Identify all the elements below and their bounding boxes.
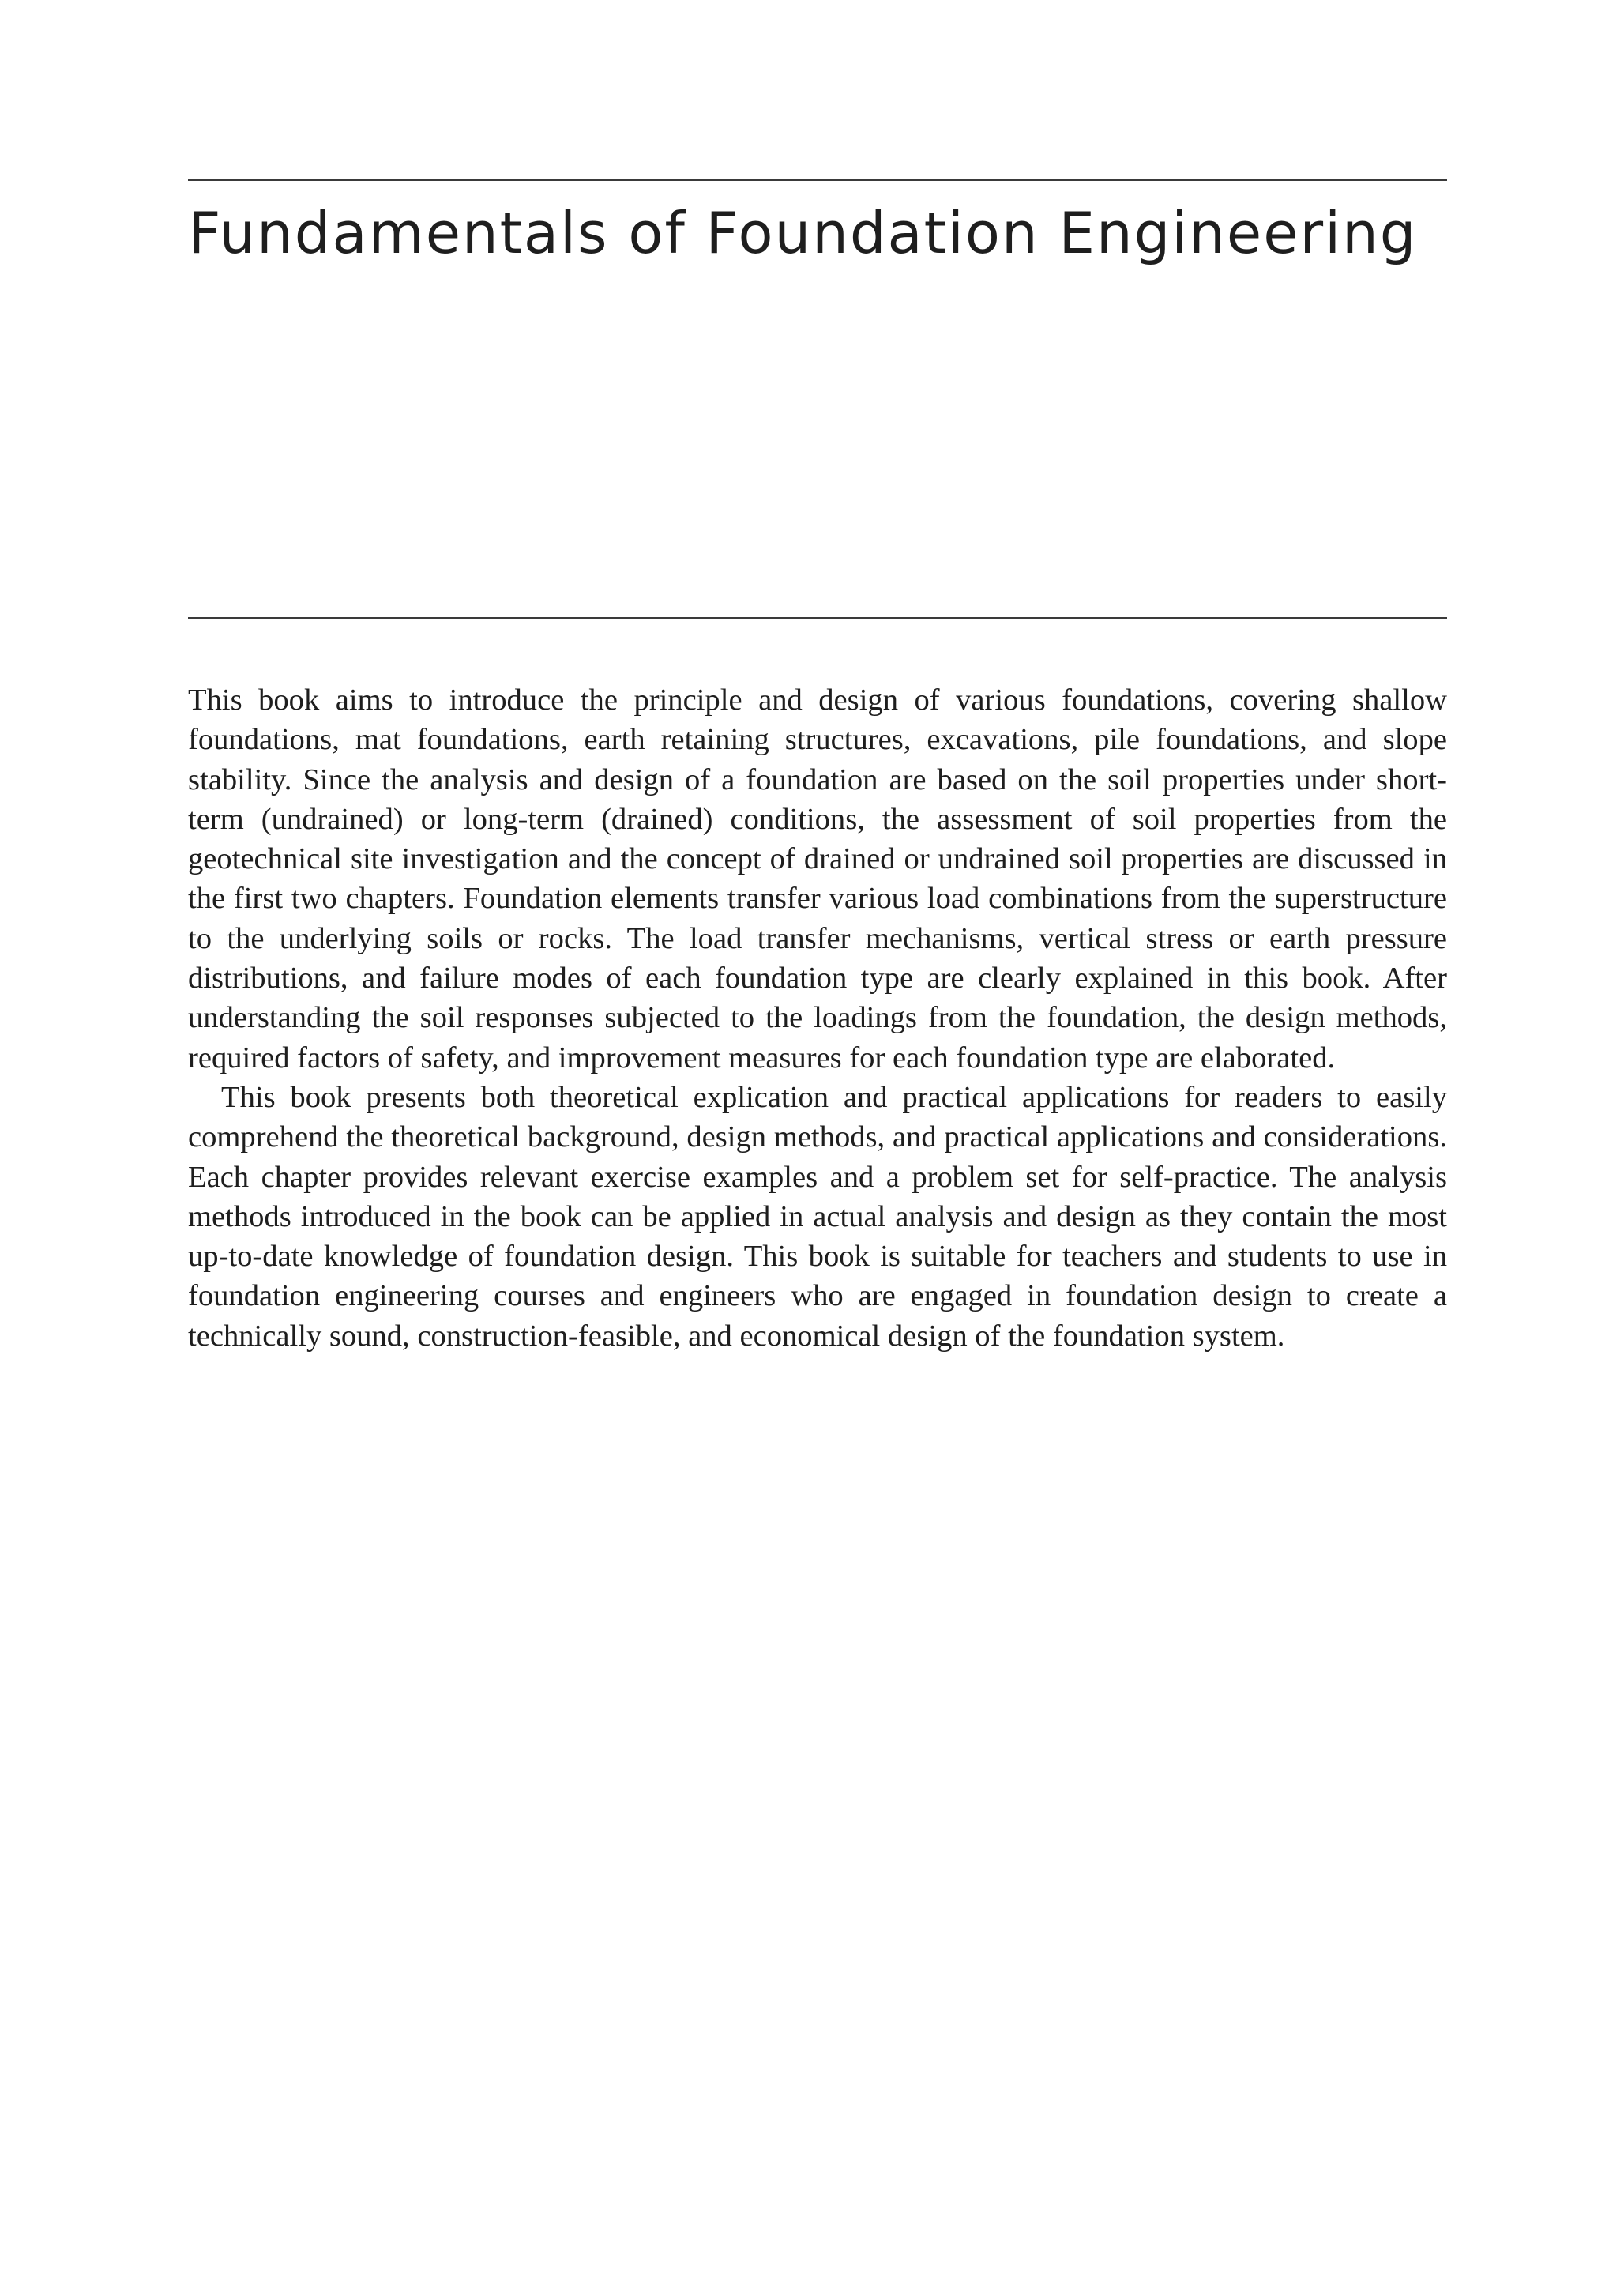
top-rule-divider [188, 179, 1447, 181]
bottom-rule-divider [188, 617, 1447, 619]
book-title: Fundamentals of Foundation Engineering [188, 200, 1418, 266]
description-paragraph-2: This book presents both theoretical explication and practical applications for readers to easily comprehend the theoretical background, design methods, and practical applications and considerations. Each chapter provides relevant exercise examples and a problem set for self-practice. The analysis methods introduced in the book can be applied in actual analysis and design as they contain the most up-to-date knowledge of foundation design. This book is suitable for teachers and students to use in foundation engineering courses and engineers who are engaged in foundation design to create a technically sound, construction-feasible, and economical design of the foundation system. [188, 1080, 1447, 1353]
description-paragraph-1: This book aims to introduce the principle and design of various foundations, covering shallow foundations, mat foundations, earth retaining structures, excavations, pile foundations, and slope stability. Since the analysis and design of a foundation are based on the soil properties under short-term (undrained) or long-term (drained) conditions, the assessment of soil properties from the geotechnical site investigation and the concept of drained or undrained soil properties are discussed in the first two chapters. Foundation elements transfer various load combinations from the superstructure to the underlying soils or rocks. The load transfer mechanisms, vertical stress or earth pressure distributions, and failure modes of each foundation type are clearly explained in this book. After understanding the soil responses subjected to the loadings from the foundation, the design methods, required factors of safety, and improvement measures for each foundation type are elaborated. [188, 683, 1447, 1075]
book-description [188, 680, 1447, 1356]
